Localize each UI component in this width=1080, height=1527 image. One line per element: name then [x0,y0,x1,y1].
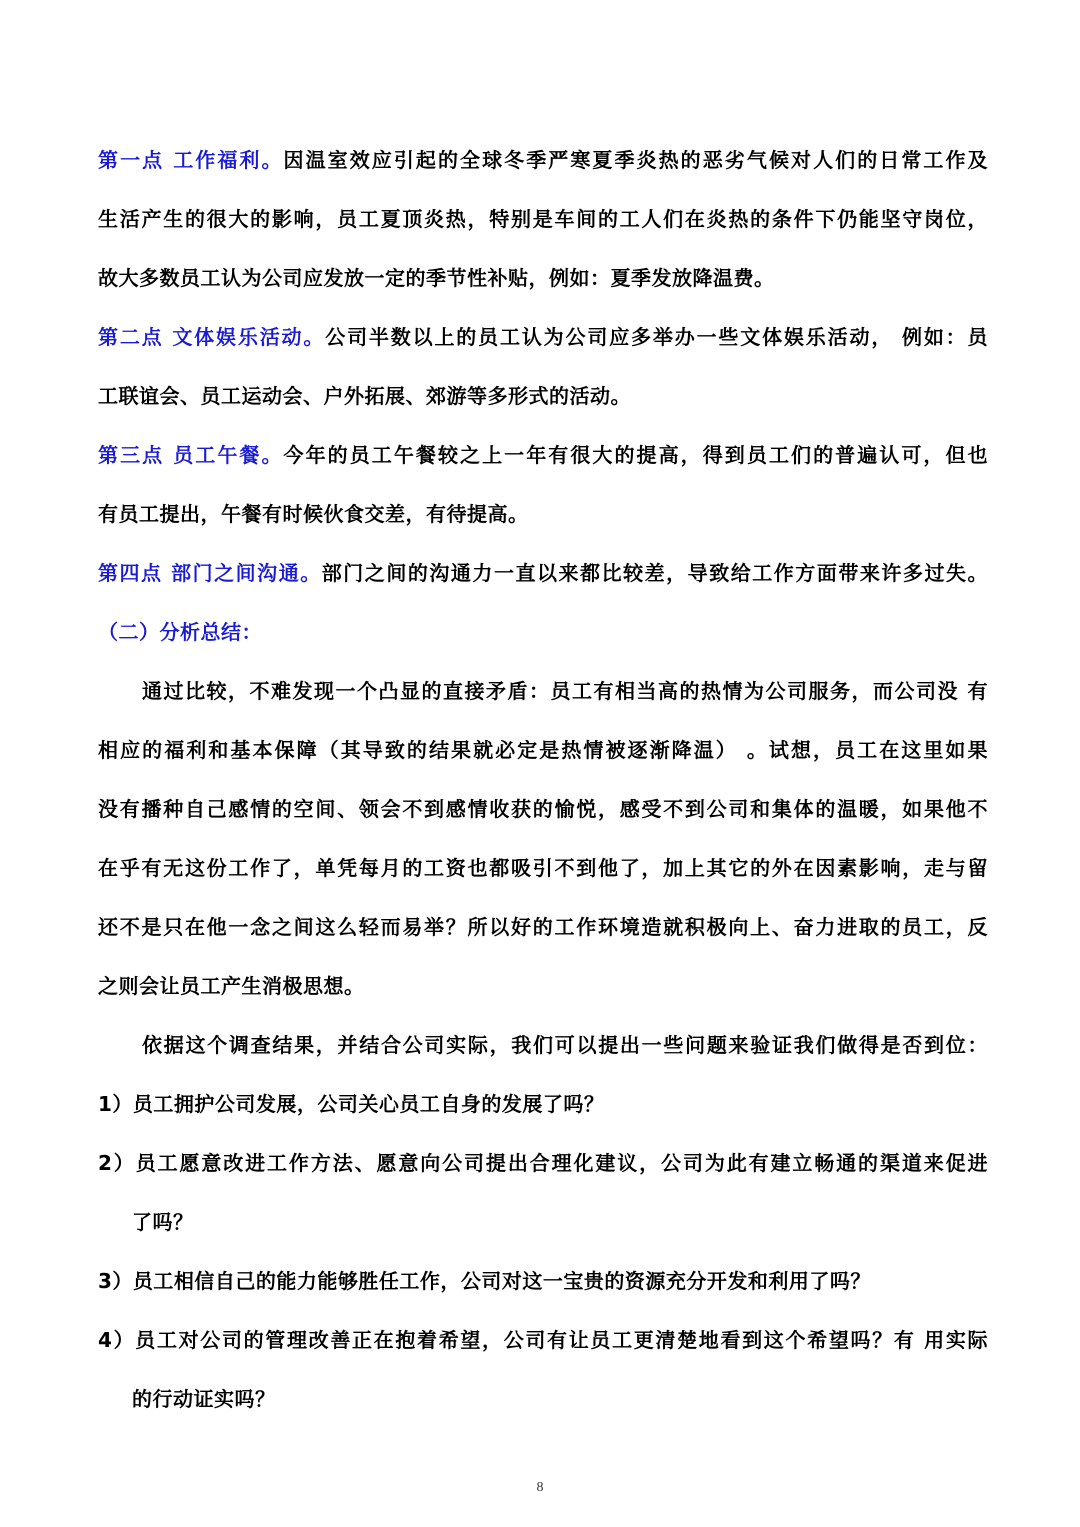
question-2-number: 2） [98,1151,136,1175]
point-3-line-1: 第三点 员工午餐。今年的员工午餐较之上一年有很大的提高，得到员工们的普遍认可，但也 [98,443,989,467]
question-4-line-2: 的行动证实吗？ [132,1387,276,1411]
paragraph-1-line-2: 相应的福利和基本保障（其导致的结果就必定是热情被逐渐降温） 。试想，员工在这里如果 [98,738,988,762]
paragraph-1-line-5: 还不是只在他一念之间这么轻而易举？所以好的工作环境造就积极向上、奋力进取的员工，反 [98,915,988,939]
question-2-line-2: 了吗？ [132,1210,194,1234]
point-1-line-2: 生活产生的很大的影响，员工夏顶炎热，特别是车间的工人们在炎热的条件下仍能坚守岗位， [98,207,988,231]
point-2-label: 第二点 文体娱乐活动。 [98,325,326,349]
point-1-line-1: 第一点 工作福利。因温室效应引起的全球冬季严寒夏季炎热的恶劣气候对人们的日常工作及 [98,148,989,172]
paragraph-1-line-4: 在乎有无这份工作了，单凭每月的工资也都吸引不到他了，加上其它的外在因素影响，走与留 [98,856,988,880]
point-1-label: 第一点 工作福利。 [98,148,284,172]
question-1: 1）员工拥护公司发展，公司关心员工自身的发展了吗？ [98,1092,605,1116]
question-2-line-1: 2）员工愿意改进工作方法、愿意向公司提出合理化建议，公司为此有建立畅通的渠道来促进 [98,1151,989,1175]
question-4-number: 4） [98,1328,136,1352]
point-4-line-1: 第四点 部门之间沟通。部门之间的沟通力一直以来都比较差，导致给工作方面带来许多过失。 [98,561,989,585]
point-3-line-2: 有员工提出，午餐有时候伙食交差，有待提高。 [98,502,529,526]
point-2-line-2: 工联谊会、员工运动会、户外拓展、郊游等多形式的活动。 [98,384,631,408]
page-number: 8 [536,1480,544,1495]
section-heading: （二）分析总结： [98,620,262,644]
paragraph-1-line-6: 之则会让员工产生消极思想。 [98,974,365,998]
point-1-line-3: 故大多数员工认为公司应发放一定的季节性补贴，例如：夏季发放降温费。 [98,266,775,290]
paragraph-2: 依据这个调查结果，并结合公司实际，我们可以提出一些问题来验证我们做得是否到位： [142,1033,988,1057]
question-3-number: 3） [98,1269,133,1293]
question-1-number: 1） [98,1092,133,1116]
question-4-line-1: 4）员工对公司的管理改善正在抱着希望，公司有让员工更清楚地看到这个希望吗？有 用实际 [98,1328,988,1352]
point-2-line-1: 第二点 文体娱乐活动。公司半数以上的员工认为公司应多举办一些文体娱乐活动， 例如：员 [98,325,989,349]
paragraph-1-line-1: 通过比较，不难发现一个凸显的直接矛盾：员工有相当高的热情为公司服务，而公司没 有 [142,679,988,703]
question-3: 3）员工相信自己的能力能够胜任工作，公司对这一宝贵的资源充分开发和利用了吗？ [98,1269,871,1293]
paragraph-1-line-3: 没有播种自己感情的空间、领会不到感情收获的愉悦，感受不到公司和集体的温暖，如果他不 [98,797,988,821]
point-4-label: 第四点 部门之间沟通。 [98,561,322,585]
point-3-label: 第三点 员工午餐。 [98,443,284,467]
